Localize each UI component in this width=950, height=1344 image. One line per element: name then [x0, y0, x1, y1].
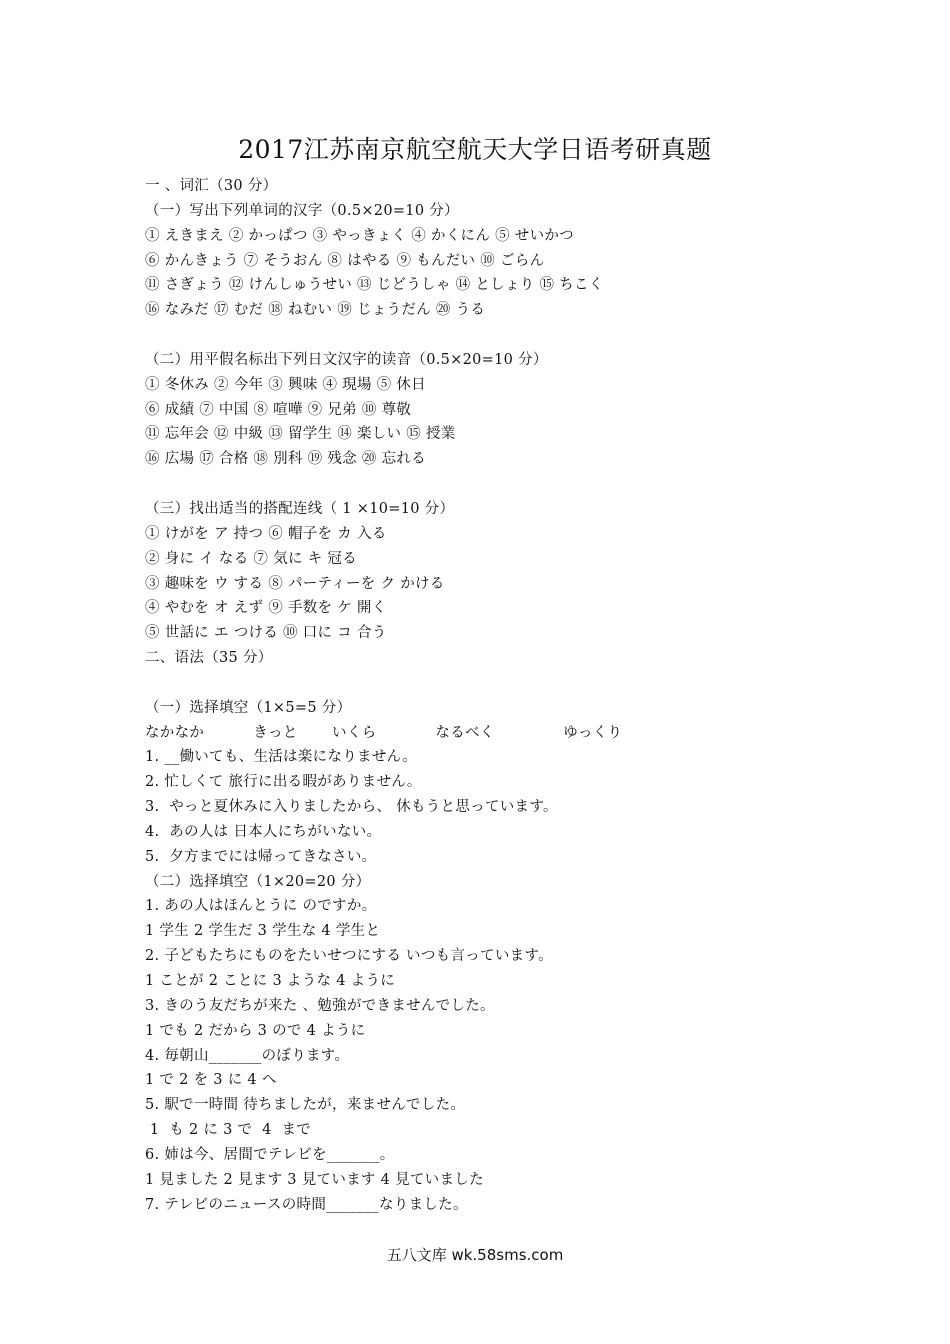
- footer-watermark: 五八文库 wk.58sms.com: [386, 1246, 564, 1264]
- text-line: 4. 毎朝山_______のぼります。: [145, 1047, 350, 1064]
- text-line: （二）用平假名标出下列日文汉字的读音（0.5×20=10 分）: [145, 351, 548, 368]
- text-line: ① けがを ア 持つ ⑥ 帽子を カ 入る: [145, 525, 387, 542]
- exam-body: [145, 174, 865, 1217]
- text-line: 6. 姉は今、居間でテレビを_______。: [145, 1146, 395, 1163]
- text-line: ⑤ 世話に エ つける ⑩ 口に コ 合う: [145, 625, 387, 642]
- text-line: 2. 子どもたちにものをたいせつにする いつも言っています。: [145, 948, 553, 965]
- blank-line: [145, 671, 865, 696]
- text-line: 1. あの人はほんとうに のですか。: [145, 898, 377, 915]
- text-line: 5. 駅で一時間 待ちましたが，来ませんでした。: [145, 1097, 466, 1114]
- text-line: （一）写出下列单词的汉字（0.5×20=10 分）: [145, 202, 459, 219]
- blank-line: [145, 323, 865, 348]
- text-line: ① 冬休み ② 今年 ③ 興味 ④ 現場 ⑤ 休日: [145, 376, 426, 393]
- text-line: 1 ことが 2 ことに 3 ような 4 ように: [145, 973, 396, 989]
- text-line: 7. テレビのニュースの時間_______なりました。: [145, 1196, 468, 1213]
- text-line: ④ やむを オ えず ⑨ 手数を ケ 開く: [145, 600, 387, 617]
- text-line: 5. 夕方までには帰ってきなさい。: [145, 848, 377, 865]
- text-line: ⑥ かんきょう ⑦ そうおん ⑧ はやる ⑨ もんだい ⑩ ごらん: [145, 252, 545, 269]
- text-line: ⑪ さぎょう ⑫ けんしゅうせい ⑬ じどうしゃ ⑭ としょり ⑮ ちこく: [145, 277, 604, 294]
- text-line: ⑥ 成績 ⑦ 中国 ⑧ 喧嘩 ⑨ 兄弟 ⑩ 尊敬: [145, 401, 412, 418]
- text-line: （一）选择填空（1×5=5 分）: [145, 699, 352, 716]
- text-line: 2. 忙しくて 旅行に出る暇がありません。: [145, 774, 422, 791]
- page-title: 2017江苏南京航空航天大学日语考研真题: [238, 135, 712, 164]
- text-line: ① えきまえ ② かっぱつ ③ やっきょく ④ かくにん ⑤ せいかつ: [145, 227, 574, 244]
- text-line: （二）选择填空（1×20=20 分）: [145, 873, 371, 890]
- text-line: 3. やっと夏休みに入りましたから、 休もうと思っています。: [145, 799, 558, 816]
- text-line: ⑯ なみだ ⑰ むだ ⑱ ねむい ⑲ じょうだん ⑳ うる: [145, 302, 486, 319]
- text-line: 1 見ました 2 見ます 3 見ています 4 見ていました: [145, 1171, 484, 1188]
- text-line: 一 、词汇（30 分）: [145, 178, 278, 194]
- text-line: 3. きのう友だちが来た 、勉強ができませんでした。: [145, 997, 495, 1014]
- text-line: ② 身に イ なる ⑦ 気に キ 冠る: [145, 550, 357, 567]
- text-line: ⑯ 広場 ⑰ 合格 ⑱ 別科 ⑲ 残念 ⑳ 忘れる: [145, 451, 426, 468]
- text-line: ③ 趣味を ウ する ⑧ パーティーを ク かける: [145, 575, 445, 592]
- text-line: 1 で 2 を 3 に 4 へ: [145, 1072, 277, 1089]
- blank-line: [145, 472, 865, 497]
- text-line: （三）找出适当的搭配连线（ 1 ×10=10 分）: [145, 500, 455, 517]
- text-line: 1 も 2 に 3 で 4 まで: [145, 1122, 312, 1139]
- text-line: 二、语法（35 分）: [145, 650, 273, 667]
- text-line: 1 でも 2 だから 3 ので 4 ように: [145, 1022, 366, 1039]
- text-line: 1. __働いても、生活は楽になりません。: [145, 749, 418, 766]
- text-line: 1 学生 2 学生だ 3 学生な 4 学生と: [145, 923, 381, 940]
- text-line: ⑪ 忘年会 ⑫ 中級 ⑬ 留学生 ⑭ 楽しい ⑮ 授業: [145, 426, 456, 443]
- text-line: なかなか きっと いくら なるべく ゆっくり: [145, 724, 623, 741]
- text-line: 4. あの人は 日本人にちがいない。: [145, 823, 382, 840]
